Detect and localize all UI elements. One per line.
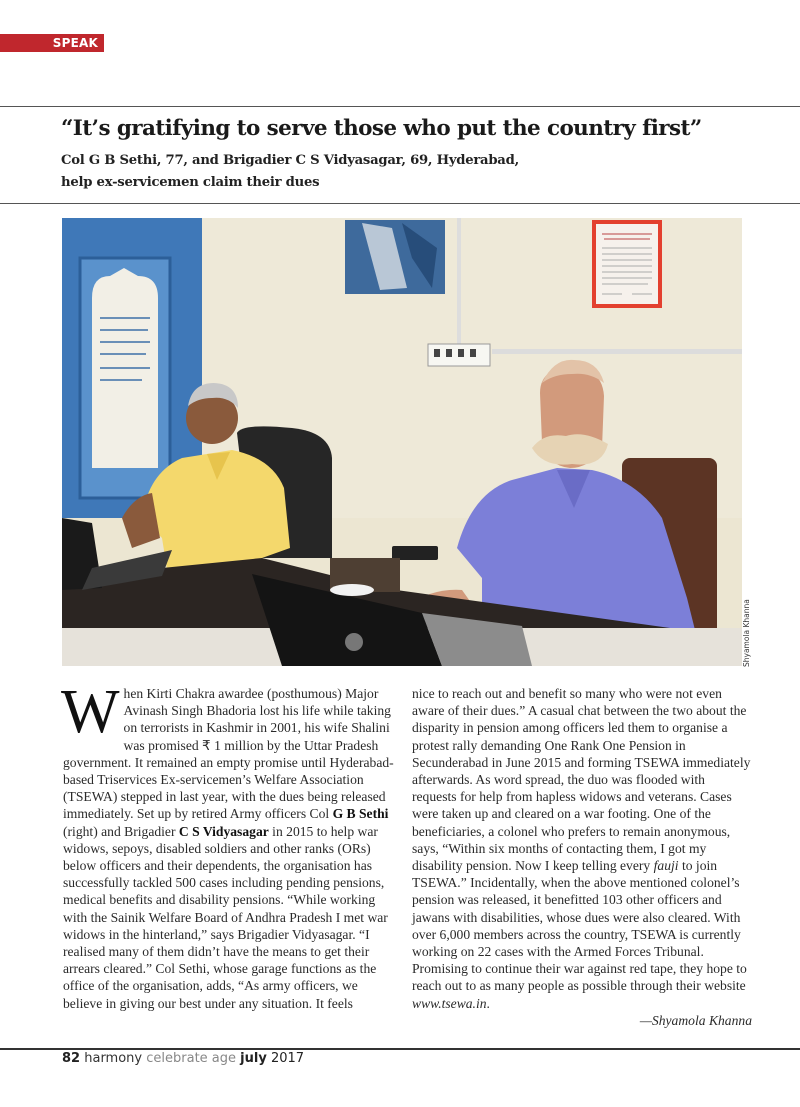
- article-column-left: [61, 678, 395, 1012]
- body-text: (right) and Brigadier: [63, 823, 179, 839]
- header-bottom-rule: [0, 203, 800, 204]
- body-text: nice to reach out and benefit so many who were not even aware of their dues.” A casual chat between the two about the disparity in pension among officers led them to organise a protest rally demanding One Rank One Pension in Secunderabad in June 2015 and forming TSEWA immediately afterwards. As word spread, the duo was flooded with requests for help from hapless widows and veterans. Cases were taken up and cleared on a war footing. One of the beneficiaries, a colonel who prefers to remain anonymous, says, “Within six months of contacting them, I got my disability pension. Now I keep telling every: [412, 686, 751, 874]
- issue-month: july: [240, 1051, 267, 1066]
- magazine-brand: harmony: [84, 1051, 143, 1066]
- body-text: in 2015 to help war widows, sepoys, disabled soldiers and other ranks (ORs) below officers and their dependents, the organisation has successfully tackled 500 cases including pending pensions, medical benefits and disability pensions. “While working with the Sainik Welfare Board of Andhra Pradesh I met war widows in the hinterland,” says Brigadier Vidyasagar. “I realised many of them didn’t have the means to get their arrears cleared.” Col Sethi, whose garage functions as the office of the organisation, adds, “As army officers, we believe in giving our best under any situation. It feels: [63, 823, 388, 1011]
- emphasis-word: fauji: [653, 858, 679, 874]
- article-photo: [62, 218, 742, 666]
- person-name: G B Sethi: [332, 806, 389, 822]
- header-top-rule: [0, 106, 800, 107]
- photo-credit: Shyamola Khanna: [742, 599, 751, 667]
- article-dek: [61, 150, 681, 194]
- body-text: to join TSEWA.” Incidentally, when the above mentioned colonel’s pension was released, it benefitted 103 other officers and jawans with disabilities, whose dues were also cleared. With over 6,000 members across the country, TSEWA is currently working on 22 cases with the Armed Forces Tribunal. Promising to continue their war against red tape, they hope to reach out to as many people as possible through their website: [412, 858, 747, 994]
- issue-year: 2017: [270, 1051, 305, 1066]
- person-name: C S Vidyasagar: [178, 823, 269, 839]
- body-text: hen Kirti Chakra awardee (posthumous) Major Avinash Singh Bhadoria lost his life while taking on terrorists in Kashmir in 2001, his wife Shalini was promised ₹ 1 million by the Uttar Pradesh government. It remained an empty promise until Hyderabad-based Triservices Ex-servicemen’s Welfare Association (TSEWA) stepped in last year, with the dues being released immediately. Set up by retired Army officers Col: [63, 686, 394, 822]
- page-footer: [62, 1051, 304, 1066]
- dek-line-1: Col G B Sethi, 77, and Brigadier C S Vidyasagar, 69, Hyderabad,: [61, 153, 519, 168]
- magazine-tagline: celebrate age: [146, 1051, 237, 1066]
- article-byline: —Shyamola Khanna: [639, 1012, 752, 1028]
- article-headline: “It’s gratifying to serve those who put the country first”: [61, 116, 702, 141]
- section-label: SPEAK: [0, 34, 104, 52]
- drop-cap: W: [61, 678, 120, 746]
- website-link[interactable]: www.tsewa.in: [412, 995, 487, 1011]
- photo-two-men-at-desks-icon: [62, 218, 742, 666]
- article-column-right: [412, 685, 752, 1029]
- body-text: .: [486, 995, 490, 1011]
- dek-line-2: help ex-servicemen claim their dues: [61, 175, 320, 190]
- page-number: 82: [62, 1051, 81, 1066]
- article-paragraph-2: [412, 685, 752, 1012]
- footer-rule: [0, 1048, 800, 1050]
